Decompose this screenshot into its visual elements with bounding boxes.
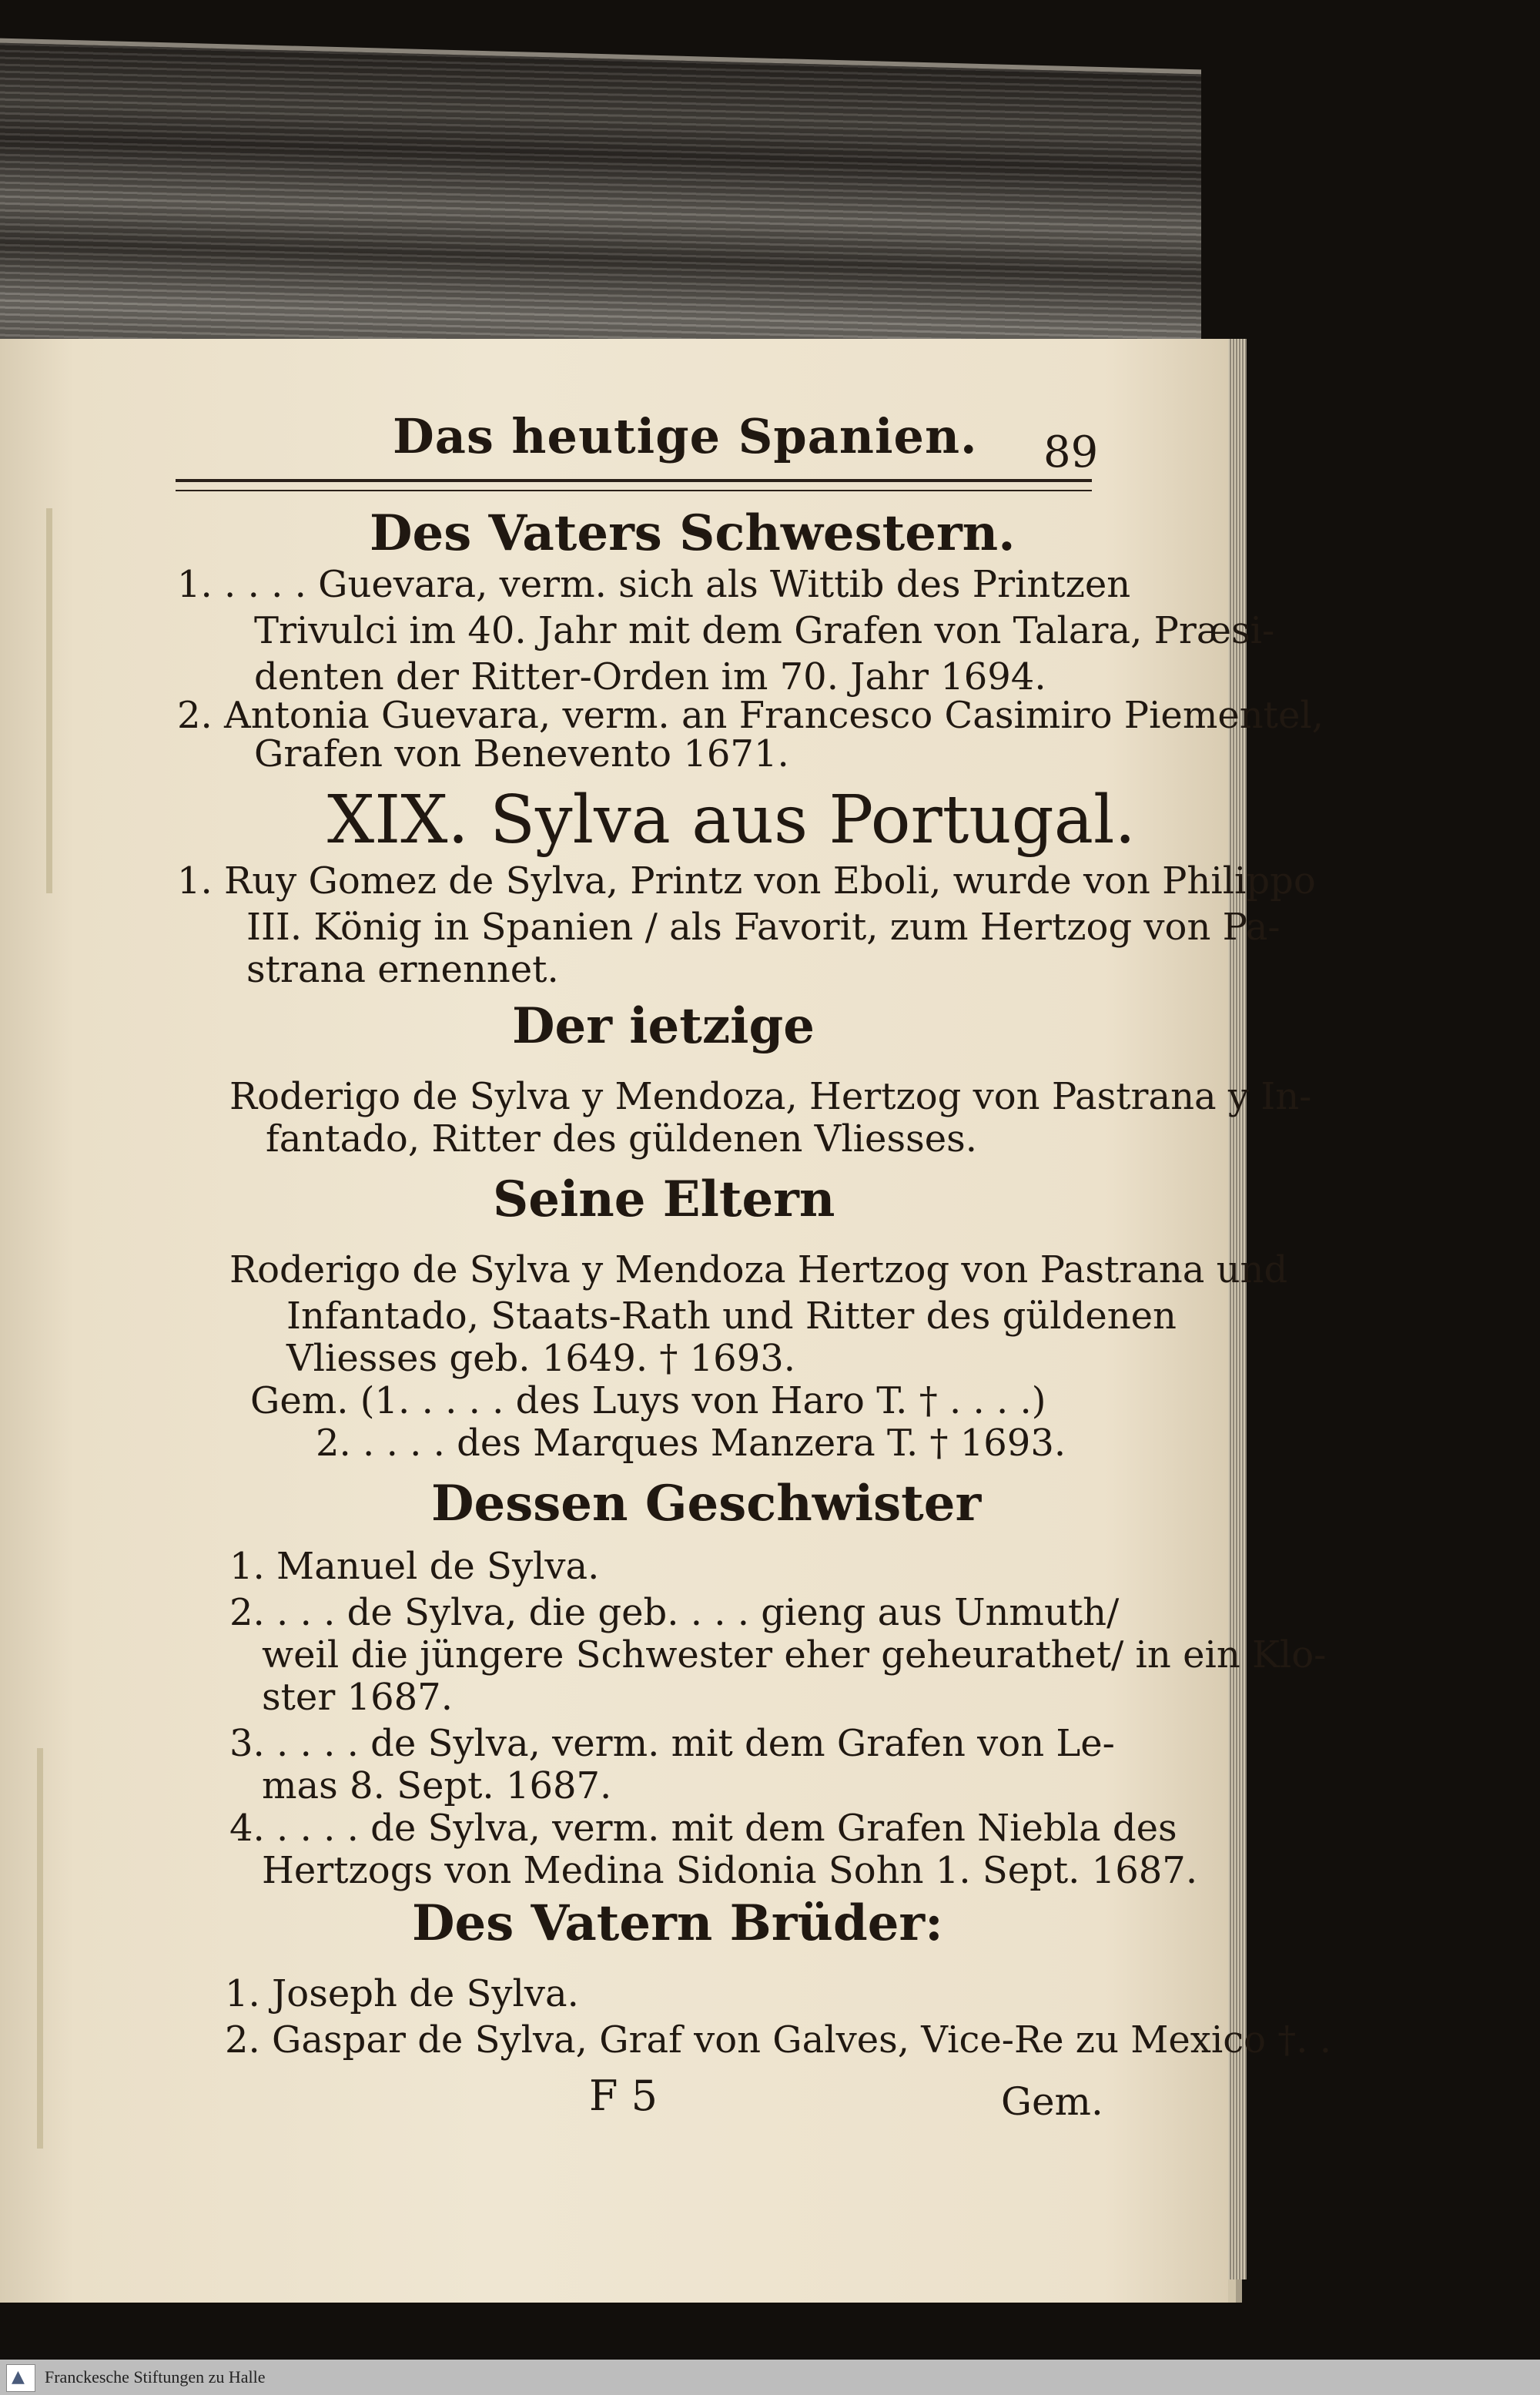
text-line: mas 8. Sept. 1687. xyxy=(262,1764,612,1807)
text-line: 2. Gaspar de Sylva, Graf von Galves, Vice-Re zu Mexico †. . xyxy=(225,2018,1332,2062)
text-line: denten der Ritter-Orden im 70. Jahr 1694. xyxy=(254,655,1046,698)
header-rule xyxy=(176,479,1092,491)
section-heading: Des Vatern Brüder: xyxy=(412,1894,943,1952)
section-heading: XIX. Sylva aus Portugal. xyxy=(327,782,1136,859)
text-line: 2. Antonia Guevara, verm. an Francesco Casimiro Piementel, xyxy=(177,694,1324,737)
text-line: 1. Joseph de Sylva. xyxy=(225,1972,579,2015)
page-fold-mark xyxy=(46,508,52,893)
text-line: Roderigo de Sylva y Mendoza Hertzog von Pastrana und xyxy=(229,1248,1288,1291)
text-line: III. König in Spanien / als Favorit, zum Hertzog von Pa- xyxy=(246,906,1281,949)
footer-credit: Franckesche Stiftungen zu Halle xyxy=(45,2367,266,2387)
section-heading: Der ietzige xyxy=(512,997,815,1055)
page-fold-mark xyxy=(37,1748,43,2149)
section-heading: Seine Eltern xyxy=(493,1171,835,1228)
institution-logo-icon xyxy=(6,2364,35,2392)
catchword: Gem. xyxy=(1001,2079,1103,2124)
text-line: 3. . . . . de Sylva, verm. mit dem Grafen von Le- xyxy=(229,1722,1115,1765)
text-line: 1. Ruy Gomez de Sylva, Printz von Eboli, wurde von Philippo xyxy=(177,859,1316,903)
text-line: Gem. (1. . . . . des Luys von Haro T. † . . . .) xyxy=(250,1379,1046,1422)
text-line: Infantado, Staats-Rath und Ritter des güldenen xyxy=(286,1295,1177,1338)
running-header: Das heutige Spanien. xyxy=(393,408,978,464)
text-line: ster 1687. xyxy=(262,1676,453,1719)
text-line: Roderigo de Sylva y Mendoza, Hertzog von Pastrana y In- xyxy=(229,1075,1312,1118)
text-line: 1. . . . . Guevara, verm. sich als Wittib des Printzen xyxy=(177,563,1131,606)
text-line: 4. . . . . de Sylva, verm. mit dem Grafen Niebla des xyxy=(229,1807,1177,1850)
footer-bar xyxy=(0,2360,1540,2395)
text-line: Grafen von Benevento 1671. xyxy=(254,732,789,775)
text-line: strana ernennet. xyxy=(246,948,559,991)
section-heading: Dessen Geschwister xyxy=(431,1475,982,1532)
text-line: fantado, Ritter des güldenen Vliesses. xyxy=(266,1117,977,1161)
signature-mark: F 5 xyxy=(589,2072,658,2120)
text-line: Trivulci im 40. Jahr mit dem Grafen von Talara, Præsi- xyxy=(254,609,1275,652)
text-line: 2. . . . de Sylva, die geb. . . . gieng aus Unmuth/ xyxy=(229,1591,1120,1634)
text-line: Hertzogs von Medina Sidonia Sohn 1. Sept. 1687. xyxy=(262,1849,1198,1892)
text-line: Vliesses geb. 1649. † 1693. xyxy=(286,1337,796,1380)
text-line: 2. . . . . des Marques Manzera T. † 1693. xyxy=(316,1422,1066,1465)
text-line: 1. Manuel de Sylva. xyxy=(229,1545,600,1588)
page-number: 89 xyxy=(1043,427,1099,477)
section-heading: Des Vaters Schwestern. xyxy=(370,504,1016,562)
text-line: weil die jüngere Schwester eher geheurathet/ in ein Klo- xyxy=(262,1633,1327,1676)
